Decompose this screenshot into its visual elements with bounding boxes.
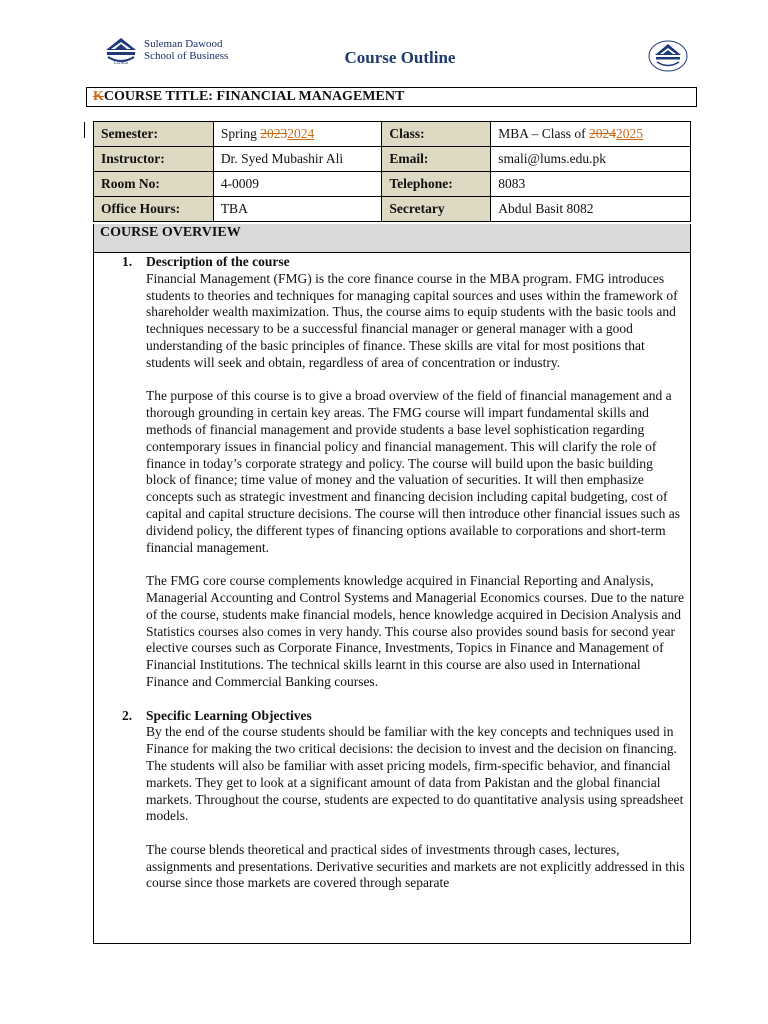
telephone-label: Telephone: bbox=[382, 172, 491, 197]
school-name bbox=[144, 38, 228, 62]
lums-emblem-icon bbox=[104, 36, 138, 66]
section-title: Description of the course bbox=[146, 254, 290, 269]
office-hours-label: Office Hours: bbox=[94, 197, 214, 222]
secretary-value: Abdul Basit 8082 bbox=[491, 197, 691, 222]
paragraph: The course blends theoretical and practical sides of investments through cases, lectures, assignments and presentations. Derivative securities and markets are not explicitly addressed in this course since those markets are covered through separate bbox=[146, 841, 685, 891]
section-number: 1. bbox=[122, 254, 133, 269]
section-heading bbox=[122, 254, 686, 271]
class-label: Class: bbox=[382, 122, 491, 147]
school-name-line1: Suleman Dawood bbox=[144, 38, 223, 50]
school-logo bbox=[104, 34, 234, 70]
instructor-value: Dr. Syed Mubashir Ali bbox=[213, 147, 382, 172]
email-label: Email: bbox=[382, 147, 491, 172]
course-overview-heading: COURSE OVERVIEW bbox=[93, 224, 691, 253]
course-title: COURSE TITLE: FINANCIAL MANAGEMENT bbox=[103, 89, 405, 104]
office-hours-value: TBA bbox=[213, 197, 382, 222]
section-number: 2. bbox=[122, 707, 133, 723]
lums-emblem-icon bbox=[648, 40, 688, 72]
course-overview-body bbox=[93, 253, 691, 944]
class-old: 2024 bbox=[589, 126, 617, 141]
section-heading bbox=[122, 707, 686, 725]
paragraph: The purpose of this course is to give a broad overview of the field of financial management and a thorough grounding in certain key areas. The FMG course will impart fundamental skills and methods of financial management and provide students a base level sophistication regarding contemporary issues in financial policy and financial management. This will clarify the role of finance in today’s corporate strategy and policy. The course will build upon the basic building block of finance; time value of money and the valuation of securities. It will then emphasize concepts such as strategic investment and financing decision including capital budgeting, cost of capital and capital structure decisions. The course will then introduce other financial issues such as dividend policy, the different types of financing options available to corporations and short-term financial management. bbox=[146, 388, 680, 555]
class-value bbox=[491, 122, 691, 147]
room-value: 4-0009 bbox=[213, 172, 382, 197]
table-row bbox=[94, 172, 691, 197]
text-cursor-mark bbox=[84, 122, 85, 138]
semester-old: 2023 bbox=[260, 126, 288, 141]
email-value[interactable]: smali@lums.edu.pk bbox=[491, 147, 691, 172]
class-prefix: MBA – Class of bbox=[498, 126, 590, 141]
table-row bbox=[94, 197, 691, 222]
paragraph: By the end of the course students should be familiar with the key concepts and techniques used in Finance for making the two critical decisions: the decision to invest and the decision on financing. The students will also be familiar with asset pricing models, firm-specific behavior, and financial markets. They get to look at a significant amount of data from Pakistan and the global financial markets. Throughout the course, students are expected to do quantitative analysis using spreadsheet models. bbox=[146, 724, 684, 824]
room-label: Room No: bbox=[94, 172, 214, 197]
semester-label: Semester: bbox=[94, 122, 214, 147]
page-title: Course Outline bbox=[344, 48, 456, 67]
section-title: Specific Learning Objectives bbox=[146, 707, 312, 723]
secretary-label: Secretary bbox=[382, 197, 491, 222]
semester-prefix: Spring bbox=[220, 126, 261, 141]
course-title-box bbox=[86, 87, 697, 107]
course-info-table bbox=[93, 121, 691, 222]
class-new: 2025 bbox=[616, 126, 644, 141]
school-name-line2: School of Business bbox=[144, 50, 229, 62]
semester-value bbox=[213, 122, 382, 147]
paragraph: Financial Management (FMG) is the core finance course in the MBA program. FMG introduces students to theories and techniques for managing capital sources and uses within the framework of shareholder wealth maximization. Thus, the course aims to equip students with the basic tools and techniques necessary to be a successful financial manager or general manager with a good understanding of the basic principles of finance. These skills are vital for most positions that students will seek and obtain, regardless of area of concentration or industry. bbox=[146, 270, 678, 370]
instructor-label: Instructor: bbox=[94, 147, 214, 172]
table-row bbox=[94, 147, 691, 172]
deleted-prefix: K bbox=[93, 89, 104, 104]
semester-new: 2024 bbox=[287, 126, 315, 141]
paragraph: The FMG core course complements knowledge acquired in Financial Reporting and Analysis, Managerial Accounting and Control Systems and Managerial Economics courses. Due to the nature of the course, students make financial models, hence knowledge acquired in Decision Analysis and Statistics courses also comes in very handy. This course also provides sound basis for second year elective courses such as Corporate Finance, Investments, Topics in Finance and Management of Financial Institutions. The technical skills learnt in this course are also used in International Finance and Commercial Banking courses. bbox=[146, 573, 684, 689]
table-row bbox=[94, 122, 691, 147]
svg-text:LUMS: LUMS bbox=[114, 60, 128, 66]
telephone-value: 8083 bbox=[491, 172, 691, 197]
